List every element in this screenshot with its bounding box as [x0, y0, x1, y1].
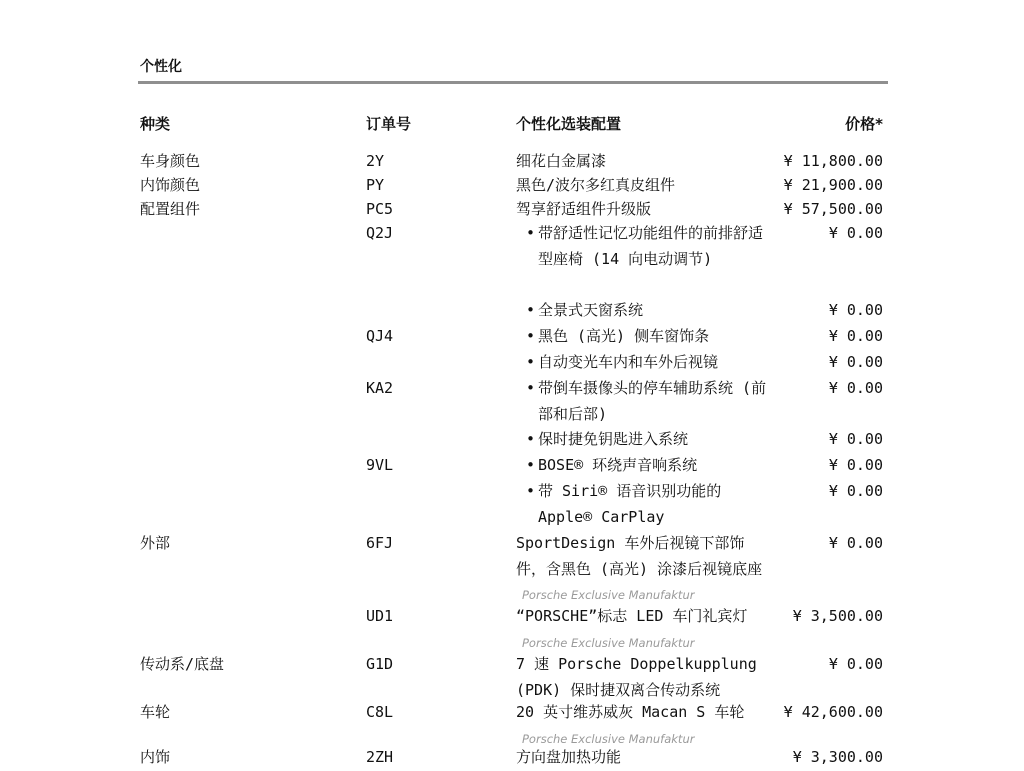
table-row [0, 149, 1024, 173]
bullet-icon: • [526, 379, 536, 397]
row-option-text: 黑色 (高光) 侧车窗饰条 [538, 327, 710, 345]
row-order-number: 2ZH [366, 748, 394, 766]
bullet-icon: • [526, 301, 536, 319]
row-order-number: PY [366, 176, 385, 194]
table-row [0, 700, 1024, 745]
row-category: 内饰颜色 [140, 176, 201, 194]
table-row [0, 745, 1024, 769]
bullet-icon: • [526, 430, 536, 448]
row-option-text: 黑色/波尔多红真皮组件 [516, 176, 676, 194]
row-option-text: 驾享舒适组件升级版 [516, 200, 652, 218]
row-category: 外部 [140, 534, 171, 552]
row-category: 配置组件 [140, 200, 201, 218]
row-option [516, 652, 768, 703]
row-option-text: 带舒适性记忆功能组件的前排舒适型座椅 (14 向电动调节) [538, 224, 764, 268]
row-option-text: BOSE® 环绕声音响系统 [538, 456, 698, 474]
row-option-bullet [526, 479, 770, 530]
row-order-number: 2Y [366, 152, 385, 170]
row-option-text: 带 Siri® 语音识别功能的 Apple® CarPlay [538, 482, 722, 526]
row-option-text: 自动变光车内和车外后视镜 [538, 353, 719, 371]
table-row [0, 173, 1024, 197]
row-option-text: 全景式天窗系统 [538, 301, 644, 319]
table-row [0, 427, 1024, 453]
row-option-text: 方向盘加热功能 [516, 748, 622, 766]
row-option [516, 531, 768, 609]
row-option-text: 20 英寸维苏威灰 Macan S 车轮 [516, 703, 745, 721]
row-price: ¥ 0.00 [828, 655, 883, 673]
row-option-text: SportDesign 车外后视镜下部饰件，含黑色 (高光) 涂漆后视镜底座 [516, 534, 763, 578]
row-order-number: Q2J [366, 224, 394, 242]
row-category: 内饰 [140, 748, 171, 766]
bullet-icon: • [526, 353, 536, 371]
row-order-number: 6FJ [366, 534, 394, 552]
row-price: ¥ 0.00 [828, 224, 883, 242]
options-table [0, 149, 1024, 769]
row-category: 车身颜色 [140, 152, 201, 170]
table-row [0, 197, 1024, 221]
row-price: ¥ 42,600.00 [783, 703, 883, 721]
row-option-bullet [526, 350, 770, 376]
row-price: ¥ 0.00 [828, 301, 883, 319]
row-category: 车轮 [140, 703, 171, 721]
row-price: ¥ 0.00 [828, 456, 883, 474]
row-option-bullet [526, 298, 770, 324]
section-title: 个性化 [140, 59, 182, 75]
row-option-bullet [526, 221, 770, 272]
row-order-number: QJ4 [366, 327, 394, 345]
table-header [0, 114, 1024, 134]
table-row [0, 652, 1024, 700]
table-row [0, 324, 1024, 350]
bullet-icon: • [526, 482, 536, 500]
bullet-icon: • [526, 456, 536, 474]
table-row [0, 298, 1024, 324]
row-price: ¥ 0.00 [828, 482, 883, 500]
row-option-text: 保时捷免钥匙进入系统 [538, 430, 689, 448]
table-row [0, 350, 1024, 376]
row-price: ¥ 0.00 [828, 534, 883, 552]
table-row [0, 479, 1024, 531]
header-order-number: 订单号 [366, 115, 412, 133]
row-option-bullet [526, 376, 770, 427]
row-order-number: G1D [366, 655, 394, 673]
row-exclusive-note: Porsche Exclusive Manufaktur [522, 731, 695, 746]
row-order-number: 9VL [366, 456, 394, 474]
row-price: ¥ 0.00 [828, 327, 883, 345]
table-row [0, 376, 1024, 427]
row-price: ¥ 11,800.00 [783, 152, 883, 170]
row-price: ¥ 0.00 [828, 430, 883, 448]
row-option-text: 细花白金属漆 [516, 152, 607, 170]
bullet-icon: • [526, 224, 536, 242]
row-price: ¥ 21,900.00 [783, 176, 883, 194]
row-price: ¥ 0.00 [828, 353, 883, 371]
header-category: 种类 [140, 115, 171, 133]
row-price: ¥ 0.00 [828, 379, 883, 397]
row-price: ¥ 57,500.00 [783, 200, 883, 218]
row-order-number: C8L [366, 703, 394, 721]
table-row [0, 453, 1024, 479]
row-order-number: UD1 [366, 607, 394, 625]
row-price: ¥ 3,300.00 [792, 748, 883, 766]
row-order-number: PC5 [366, 200, 394, 218]
row-exclusive-note: Porsche Exclusive Manufaktur [522, 635, 695, 650]
row-price: ¥ 3,500.00 [792, 607, 883, 625]
row-option [516, 149, 768, 175]
row-order-number: KA2 [366, 379, 394, 397]
row-option [516, 745, 768, 771]
row-option-bullet [526, 453, 770, 479]
row-option [516, 173, 768, 199]
row-option [516, 197, 768, 223]
row-option-text: 带倒车摄像头的停车辅助系统 (前部和后部) [538, 379, 767, 423]
header-price: 价格* [845, 115, 883, 133]
table-row [0, 531, 1024, 604]
row-option-text: “PORSCHE”标志 LED 车门礼宾灯 [516, 607, 748, 625]
row-option-bullet [526, 324, 770, 350]
row-exclusive-note: Porsche Exclusive Manufaktur [522, 588, 695, 602]
bullet-icon: • [526, 327, 536, 345]
header-option: 个性化选装配置 [516, 115, 622, 133]
table-row [0, 604, 1024, 652]
row-category: 传动系/底盘 [140, 655, 225, 673]
section-divider [138, 81, 888, 84]
table-row [0, 221, 1024, 298]
row-option-bullet [526, 427, 770, 453]
row-option [516, 604, 768, 656]
row-option-text: 7 速 Porsche Doppelkupplung (PDK) 保时捷双离合传动系统 [516, 655, 757, 699]
